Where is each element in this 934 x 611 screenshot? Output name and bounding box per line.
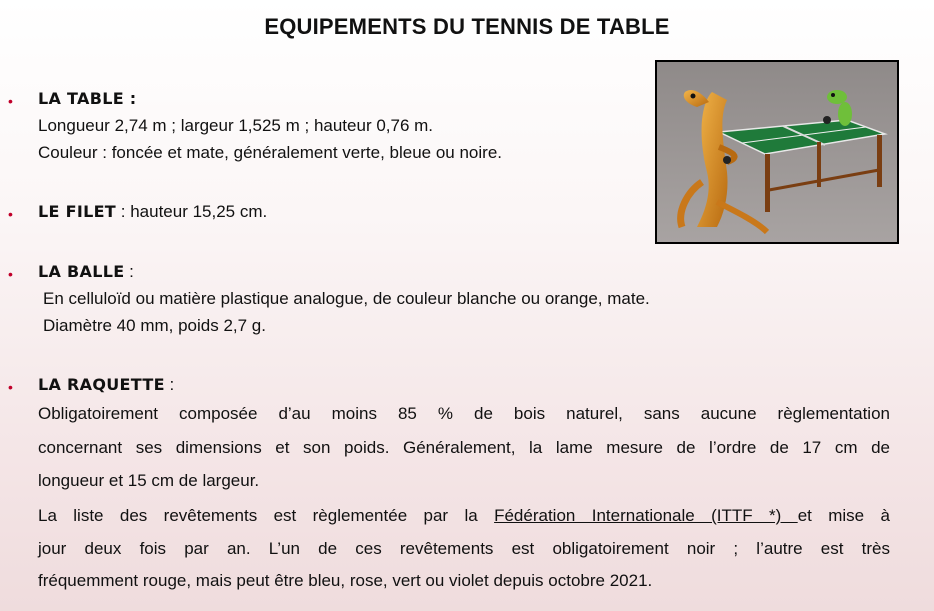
heading-suffix: : (164, 375, 175, 394)
raquette-para2-line3: fréquemment rouge, mais peut être bleu, rose, vert ou violet depuis octobre 2021. (38, 571, 653, 590)
bullet-icon: • (8, 206, 13, 222)
page-title: EQUIPEMENTS DU TENNIS DE TABLE (264, 14, 670, 39)
heading-suffix: : (124, 262, 134, 281)
section-balle-heading-line (38, 261, 134, 283)
bullet-icon: • (8, 266, 13, 282)
table-color: Couleur : foncée et mate, généralement verte, bleue ou noire. (38, 143, 503, 162)
bullet-icon: • (8, 93, 13, 109)
raquette-para1-line2: concernant ses dimensions et son poids. Généralement, la lame mesure de l’ordre de 17 cm de (38, 438, 890, 457)
section-raquette-heading-line (38, 374, 174, 396)
illustration-svg (657, 62, 897, 242)
filet-text: : hauteur 15,25 cm. (116, 202, 268, 221)
para2-text-after: et mise à (797, 506, 890, 525)
ping-pong-geckos-illustration (655, 60, 899, 244)
raquette-para1-line1: Obligatoirement composée d’au moins 85 % de bois naturel, sans aucune règlementation (38, 404, 890, 423)
section-filet (38, 201, 267, 223)
section-heading-balle: LA BALLE (38, 262, 125, 281)
balle-material: En celluloïd ou matière plastique analogue, de couleur blanche ou orange, mate. (43, 289, 650, 308)
table-dimensions: Longueur 2,74 m ; largeur 1,525 m ; hauteur 0,76 m. (38, 116, 434, 135)
section-heading-table: LA TABLE : (38, 89, 137, 108)
raquette-para2-line1 (38, 505, 890, 527)
bullet-icon: • (8, 379, 13, 395)
raquette-para2-line2: jour deux fois par an. L’un de ces revêtements est obligatoirement noir ; l’autre est très (38, 539, 890, 558)
raquette-para1-line3: longueur et 15 cm de largeur. (38, 471, 260, 490)
section-heading-filet: LE FILET (38, 202, 117, 221)
para2-text-before: La liste des revêtements est règlementée par la (38, 506, 495, 525)
balle-size: Diamètre 40 mm, poids 2,7 g. (43, 316, 266, 335)
ittf-link[interactable]: Fédération Internationale (ITTF *) (494, 506, 798, 525)
section-heading-raquette: LA RAQUETTE (38, 375, 165, 394)
